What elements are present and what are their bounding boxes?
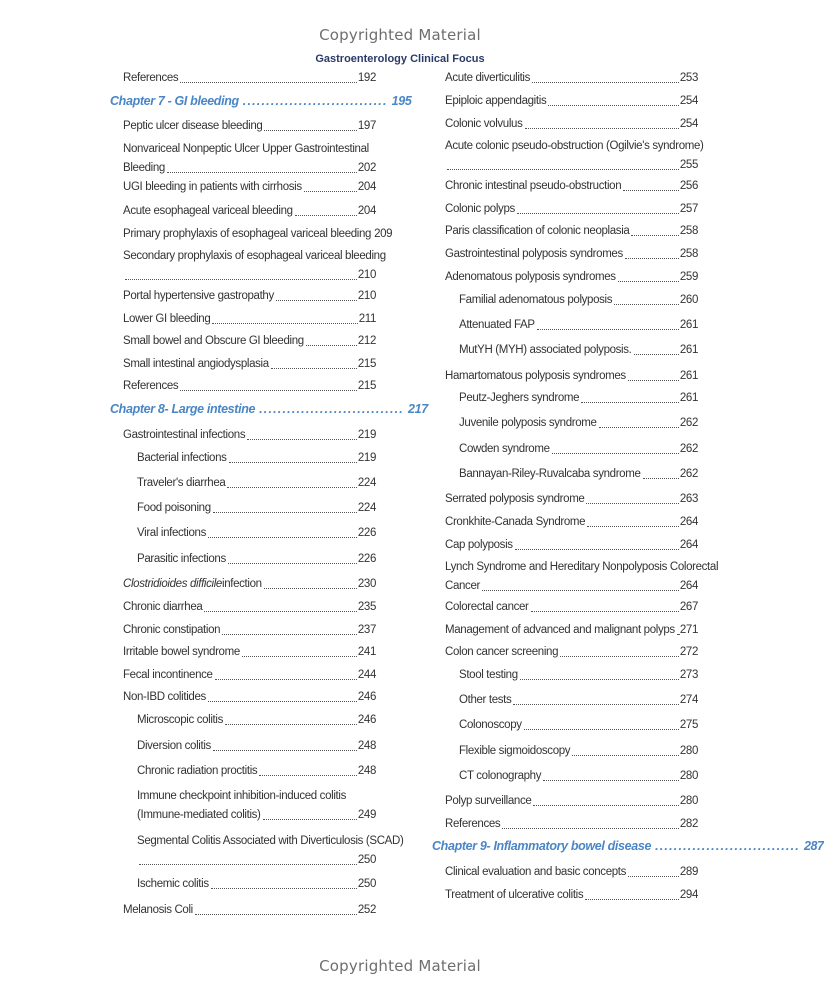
toc-entry-label: Colonic volvulus bbox=[445, 118, 523, 130]
toc-entry[interactable] bbox=[108, 525, 376, 541]
dot-leader bbox=[208, 536, 357, 538]
toc-page-number: 280 bbox=[679, 745, 698, 757]
toc-page-number: 261 bbox=[679, 392, 698, 404]
toc-entry[interactable] bbox=[108, 248, 386, 283]
dot-leader bbox=[195, 913, 357, 915]
toc-entry-label: Cronkhite-Canada Syndrome bbox=[445, 516, 586, 528]
toc-entry-label: CT colonography bbox=[459, 770, 542, 782]
toc-entry-continuation bbox=[137, 807, 376, 823]
toc-entry[interactable] bbox=[108, 70, 376, 86]
toc-entry-label: UGI bleeding in patients with cirrhosis bbox=[123, 181, 302, 193]
dot-leader bbox=[213, 511, 357, 513]
toc-entry-label: Lower GI bleeding bbox=[123, 313, 211, 325]
toc-entry-continuation bbox=[445, 578, 698, 594]
toc-entry-label: Treatment of ulcerative colitis bbox=[445, 889, 584, 901]
toc-entry[interactable] bbox=[430, 223, 698, 239]
running-head: Gastroenterology Clinical Focus bbox=[315, 53, 485, 65]
copyright-watermark-top: Copyrighted Material bbox=[319, 26, 481, 44]
dot-leader bbox=[306, 344, 357, 346]
dot-leader bbox=[517, 212, 679, 214]
toc-entry-label: References bbox=[123, 72, 179, 84]
toc-entry[interactable] bbox=[108, 203, 376, 219]
dot-leader bbox=[531, 610, 679, 612]
toc-entry[interactable] bbox=[108, 179, 376, 195]
toc-page-number: 241 bbox=[357, 646, 376, 658]
dot-leader bbox=[515, 548, 679, 550]
dot-leader bbox=[213, 749, 357, 751]
toc-entry[interactable] bbox=[430, 201, 698, 217]
toc-page-number: 248 bbox=[357, 740, 376, 752]
toc-page-number: 258 bbox=[679, 225, 698, 237]
dot-leader bbox=[520, 678, 679, 680]
toc-entry[interactable] bbox=[108, 118, 376, 134]
toc-entry[interactable] bbox=[108, 311, 376, 327]
toc-entry-label: Flexible sigmoidoscopy bbox=[459, 745, 571, 757]
dot-leader bbox=[524, 728, 679, 730]
toc-entry-label: Attenuated FAP bbox=[459, 319, 535, 331]
toc-entry[interactable] bbox=[430, 269, 698, 285]
toc-page-number: 235 bbox=[357, 601, 376, 613]
toc-entry-label: Chapter 7 - GI bleeding bbox=[110, 94, 239, 108]
toc-entry-label: Gastrointestinal infections bbox=[123, 429, 246, 441]
toc-entry[interactable] bbox=[430, 599, 698, 615]
toc-entry-label: Immune checkpoint inhibition-induced colitis bbox=[137, 790, 346, 802]
toc-entry-label: Non-IBD colitides bbox=[123, 691, 206, 703]
toc-entry[interactable] bbox=[430, 743, 698, 759]
toc-entry[interactable] bbox=[430, 887, 698, 903]
toc-entry-label: MutYH (MYH) associated polyposis. bbox=[459, 344, 632, 356]
toc-entry-label: Fecal incontinence bbox=[123, 669, 213, 681]
toc-entry-label: Melanosis Coli bbox=[123, 904, 193, 916]
toc-entry[interactable] bbox=[430, 514, 698, 530]
toc-chapter-entry[interactable] bbox=[108, 93, 412, 109]
toc-page-number: 257 bbox=[679, 203, 698, 215]
toc-entry[interactable] bbox=[430, 116, 698, 132]
dot-leader bbox=[581, 401, 679, 403]
toc-entry-label: Serrated polyposis syndrome bbox=[445, 493, 585, 505]
dot-leader bbox=[227, 486, 356, 488]
toc-page-number: 215 bbox=[357, 380, 376, 392]
toc-entry-label: Cap polyposis bbox=[445, 539, 513, 551]
toc-page-number: 246 bbox=[357, 691, 376, 703]
toc-entry[interactable] bbox=[430, 717, 698, 733]
toc-page-number: 261 bbox=[679, 319, 698, 331]
dot-leader bbox=[599, 426, 679, 428]
dot-leader bbox=[228, 562, 357, 564]
toc-entry[interactable] bbox=[430, 317, 698, 333]
toc-entry[interactable] bbox=[430, 292, 698, 308]
dot-leader bbox=[623, 189, 679, 191]
toc-entry[interactable] bbox=[108, 288, 376, 304]
dot-leader bbox=[259, 401, 404, 417]
toc-page-number: 195 bbox=[391, 94, 412, 108]
toc-entry[interactable] bbox=[430, 644, 698, 660]
dot-leader bbox=[208, 700, 357, 702]
toc-entry-label: Small bowel and Obscure GI bleeding bbox=[123, 335, 304, 347]
toc-entry-label-continued: (Immune-mediated colitis) bbox=[137, 809, 261, 821]
toc-entry-continuation bbox=[123, 267, 376, 283]
toc-entry-label: Diversion colitis bbox=[137, 740, 211, 752]
toc-entry[interactable] bbox=[108, 833, 404, 868]
toc-entry-label: Familial adenomatous polyposis bbox=[459, 294, 613, 306]
toc-page-number: 264 bbox=[679, 516, 698, 528]
toc-entry[interactable] bbox=[430, 390, 698, 406]
dot-leader bbox=[587, 525, 679, 527]
toc-entry-label: Management of advanced and malignant polyps bbox=[445, 624, 675, 636]
toc-entry-label: Food poisoning bbox=[137, 502, 211, 514]
toc-entry[interactable] bbox=[108, 763, 376, 779]
toc-entry[interactable] bbox=[430, 692, 698, 708]
toc-entry[interactable] bbox=[108, 876, 376, 892]
toc-entry-label: Hamartomatous polyposis syndromes bbox=[445, 370, 626, 382]
toc-page-number: 211 bbox=[358, 313, 376, 325]
dot-leader bbox=[618, 280, 679, 282]
toc-entry-label-suffix: infection bbox=[221, 578, 262, 590]
toc-page-number: 262 bbox=[679, 443, 698, 455]
dot-leader bbox=[295, 214, 357, 216]
toc-entry-continuation bbox=[445, 157, 698, 173]
toc-page-number: 202 bbox=[357, 162, 376, 174]
toc-page-number: 246 bbox=[357, 714, 376, 726]
toc-entry-label: Portal hypertensive gastropathy bbox=[123, 290, 274, 302]
toc-entry-label-continued: Bleeding bbox=[123, 162, 165, 174]
toc-page-number: 287 bbox=[803, 839, 824, 853]
toc-entry-label: Colonic polyps bbox=[445, 203, 515, 215]
toc-page-number: 237 bbox=[357, 624, 376, 636]
toc-entry-label: Traveler's diarrhea bbox=[137, 477, 226, 489]
toc-entry[interactable] bbox=[430, 342, 698, 358]
toc-entry[interactable] bbox=[108, 644, 376, 660]
toc-page-number: 209 bbox=[374, 228, 393, 240]
toc-page-number: 249 bbox=[357, 809, 376, 821]
toc-entry[interactable] bbox=[108, 226, 393, 242]
toc-entry-label: Acute diverticulitis bbox=[445, 72, 531, 84]
toc-entry[interactable] bbox=[430, 537, 698, 553]
toc-page-number: 260 bbox=[679, 294, 698, 306]
toc-page-number: 282 bbox=[679, 818, 698, 830]
toc-entry-label: Gastrointestinal polyposis syndromes bbox=[445, 248, 623, 260]
toc-entry-label: Chapter 9- Inflammatory bowel disease bbox=[432, 839, 652, 853]
toc-entry-continuation bbox=[137, 852, 376, 868]
toc-entry[interactable] bbox=[430, 93, 698, 109]
toc-page-number: 267 bbox=[679, 601, 698, 613]
dot-leader bbox=[180, 389, 357, 391]
toc-page-number: 262 bbox=[679, 417, 698, 429]
toc-page-number: 280 bbox=[679, 795, 698, 807]
dot-leader bbox=[532, 81, 679, 83]
toc-entry[interactable] bbox=[108, 333, 376, 349]
toc-entry[interactable] bbox=[430, 70, 698, 86]
toc-entry[interactable] bbox=[430, 793, 698, 809]
toc-entry[interactable] bbox=[108, 712, 376, 728]
dot-leader bbox=[204, 610, 356, 612]
toc-page-number: 262 bbox=[679, 468, 698, 480]
dot-leader bbox=[264, 129, 356, 131]
toc-page-number: 210 bbox=[357, 269, 376, 281]
dot-leader bbox=[215, 678, 357, 680]
toc-entry-label: Chronic diarrhea bbox=[123, 601, 203, 613]
toc-entry-label: Bannayan-Riley-Ruvalcaba syndrome bbox=[459, 468, 641, 480]
dot-leader bbox=[586, 502, 678, 504]
toc-page-number: 250 bbox=[357, 878, 376, 890]
toc-page-number: 254 bbox=[679, 95, 698, 107]
toc-entry-label: Cowden syndrome bbox=[459, 443, 550, 455]
toc-page-number: 259 bbox=[679, 271, 698, 283]
dot-leader bbox=[276, 299, 357, 301]
toc-page-number: 252 bbox=[357, 904, 376, 916]
toc-entry[interactable] bbox=[430, 441, 698, 457]
toc-page-number: 261 bbox=[679, 370, 698, 382]
dot-leader bbox=[229, 461, 357, 463]
toc-entry-label: Paris classification of colonic neoplasia bbox=[445, 225, 630, 237]
dot-leader bbox=[631, 234, 678, 236]
toc-entry[interactable] bbox=[108, 622, 376, 638]
toc-entry[interactable] bbox=[108, 141, 376, 176]
dot-leader bbox=[247, 438, 357, 440]
toc-page-number: 264 bbox=[679, 539, 698, 551]
toc-entry-label-continued: Cancer bbox=[445, 580, 480, 592]
toc-page-number: 261 bbox=[679, 344, 698, 356]
toc-entry[interactable] bbox=[108, 450, 376, 466]
toc-page-number: 280 bbox=[679, 770, 698, 782]
dot-leader bbox=[628, 379, 679, 381]
toc-entry-label: Lynch Syndrome and Hereditary Nonpolyposis Colorectal bbox=[445, 561, 719, 573]
toc-entry[interactable] bbox=[430, 415, 698, 431]
copyright-watermark-bottom: Copyrighted Material bbox=[319, 957, 481, 975]
toc-page-number: 224 bbox=[357, 502, 376, 514]
toc-page-number: 248 bbox=[357, 765, 376, 777]
dot-leader bbox=[243, 93, 388, 109]
toc-entry-label: Clinical evaluation and basic concepts bbox=[445, 866, 627, 878]
toc-entry[interactable] bbox=[430, 667, 698, 683]
dot-leader bbox=[533, 804, 678, 806]
toc-entry[interactable] bbox=[108, 667, 376, 683]
dot-leader bbox=[543, 779, 679, 781]
toc-page-number: 273 bbox=[679, 669, 698, 681]
toc-entry[interactable] bbox=[108, 427, 376, 443]
toc-entry[interactable] bbox=[108, 500, 376, 516]
toc-entry[interactable] bbox=[108, 378, 376, 394]
toc-entry[interactable] bbox=[430, 368, 698, 384]
dot-leader bbox=[125, 278, 357, 280]
dot-leader bbox=[634, 353, 679, 355]
toc-chapter-entry[interactable] bbox=[430, 838, 824, 854]
toc-page-number: 272 bbox=[679, 646, 698, 658]
toc-entry-label: Epiploic appendagitis bbox=[445, 95, 547, 107]
toc-page-number: 258 bbox=[679, 248, 698, 260]
toc-entry-label: Ischemic colitis bbox=[137, 878, 209, 890]
toc-chapter-entry[interactable] bbox=[108, 401, 428, 417]
dot-leader bbox=[304, 190, 357, 192]
toc-entry-label: Acute esophageal variceal bleeding bbox=[123, 205, 293, 217]
dot-leader bbox=[513, 703, 678, 705]
toc-page-number: 289 bbox=[679, 866, 698, 878]
toc-page-number: 263 bbox=[679, 493, 698, 505]
toc-entry[interactable] bbox=[430, 864, 698, 880]
toc-entry-label: Irritable bowel syndrome bbox=[123, 646, 240, 658]
toc-entry-label: References bbox=[445, 818, 501, 830]
toc-page-number: 230 bbox=[357, 578, 376, 590]
toc-page-number: 204 bbox=[357, 181, 376, 193]
dot-leader bbox=[585, 898, 679, 900]
toc-page-number: 212 bbox=[357, 335, 376, 347]
toc-page-number: 254 bbox=[679, 118, 698, 130]
toc-page-number: 197 bbox=[357, 120, 376, 132]
toc-entry-label: Colon cancer screening bbox=[445, 646, 559, 658]
toc-entry[interactable] bbox=[108, 738, 376, 754]
toc-entry[interactable] bbox=[430, 138, 704, 173]
toc-entry-label: References bbox=[123, 380, 179, 392]
dot-leader bbox=[225, 723, 357, 725]
toc-page-number: 215 bbox=[357, 358, 376, 370]
dot-leader bbox=[264, 587, 357, 589]
dot-leader bbox=[643, 477, 679, 479]
dot-leader bbox=[447, 168, 679, 170]
toc-page-number: 192 bbox=[357, 72, 376, 84]
toc-entry[interactable] bbox=[430, 559, 719, 594]
toc-page-number: 250 bbox=[357, 854, 376, 866]
toc-page-number: 224 bbox=[357, 477, 376, 489]
toc-entry[interactable] bbox=[108, 902, 376, 918]
toc-page-number: 255 bbox=[679, 159, 698, 171]
toc-entry[interactable] bbox=[108, 576, 376, 592]
toc-entry-label: Peptic ulcer disease bleeding bbox=[123, 120, 263, 132]
toc-entry-label: Viral infections bbox=[137, 527, 206, 539]
toc-entry-label: Secondary prophylaxis of esophageal variceal bleeding bbox=[123, 250, 386, 262]
toc-entry-label: Chronic constipation bbox=[123, 624, 221, 636]
toc-entry-label: Chapter 8- Large intestine bbox=[110, 402, 256, 416]
dot-leader bbox=[502, 827, 679, 829]
toc-page-number: 275 bbox=[679, 719, 698, 731]
toc-entry-label: Parasitic infections bbox=[137, 553, 226, 565]
dot-leader bbox=[271, 367, 357, 369]
dot-leader bbox=[614, 303, 679, 305]
toc-page-number: 226 bbox=[357, 553, 376, 565]
dot-leader bbox=[212, 322, 357, 324]
toc-entry[interactable] bbox=[430, 768, 698, 784]
toc-entry-label: Peutz-Jeghers syndrome bbox=[459, 392, 580, 404]
toc-entry-continuation bbox=[123, 160, 376, 176]
toc-page-number: 274 bbox=[679, 694, 698, 706]
dot-leader bbox=[548, 104, 679, 106]
toc-entry[interactable] bbox=[430, 466, 698, 482]
toc-entry[interactable] bbox=[430, 246, 698, 262]
toc-entry[interactable] bbox=[430, 491, 698, 507]
toc-entry-label: Stool testing bbox=[459, 669, 518, 681]
toc-page-number: 226 bbox=[357, 527, 376, 539]
toc-entry-label: Nonvariceal Nonpeptic Ulcer Upper Gastrointestinal bbox=[123, 143, 369, 155]
toc-page-number: 210 bbox=[357, 290, 376, 302]
toc-page-number: 204 bbox=[357, 205, 376, 217]
dot-leader bbox=[552, 452, 679, 454]
toc-entry-label: Adenomatous polyposis syndromes bbox=[445, 271, 616, 283]
dot-leader bbox=[242, 655, 357, 657]
dot-leader bbox=[180, 81, 357, 83]
toc-page-number: 294 bbox=[679, 889, 698, 901]
toc-entry-label: Acute colonic pseudo-obstruction (Ogilvie's syndrome) bbox=[445, 140, 704, 152]
toc-entry[interactable] bbox=[108, 599, 376, 615]
toc-entry[interactable] bbox=[108, 551, 376, 567]
dot-leader bbox=[560, 655, 679, 657]
toc-entry-label: Chronic radiation proctitis bbox=[137, 765, 258, 777]
dot-leader bbox=[628, 875, 679, 877]
dot-leader bbox=[222, 633, 357, 635]
toc-entry-label: Clostridioides difficile bbox=[123, 578, 222, 590]
toc-page-number: 219 bbox=[357, 452, 376, 464]
toc-entry[interactable] bbox=[430, 178, 698, 194]
dot-leader bbox=[572, 754, 679, 756]
dot-leader bbox=[263, 818, 357, 820]
dot-leader bbox=[525, 127, 679, 129]
toc-entry[interactable] bbox=[108, 689, 376, 705]
dot-leader bbox=[139, 863, 357, 865]
toc-page-number: 253 bbox=[679, 72, 698, 84]
dot-leader bbox=[655, 838, 800, 854]
toc-entry[interactable] bbox=[108, 356, 376, 372]
toc-page-number: 264 bbox=[679, 580, 698, 592]
toc-entry[interactable] bbox=[430, 622, 698, 638]
dot-leader bbox=[167, 171, 357, 173]
toc-page-number: 219 bbox=[357, 429, 376, 441]
toc-page-number: 244 bbox=[357, 669, 376, 681]
dot-leader bbox=[259, 774, 357, 776]
dot-leader bbox=[625, 257, 679, 259]
dot-leader bbox=[537, 328, 679, 330]
toc-entry-label: Microscopic colitis bbox=[137, 714, 224, 726]
toc-entry[interactable] bbox=[108, 475, 376, 491]
toc-entry-label: Bacterial infections bbox=[137, 452, 227, 464]
toc-entry-label: Primary prophylaxis of esophageal variceal bleeding bbox=[123, 228, 372, 240]
toc-page-number: 271 bbox=[679, 624, 698, 636]
toc-page-number: 217 bbox=[407, 402, 428, 416]
toc-entry-label: Other tests bbox=[459, 694, 512, 706]
toc-entry-label: Colorectal cancer bbox=[445, 601, 529, 613]
toc-entry[interactable] bbox=[108, 788, 376, 823]
toc-entry-label: Small intestinal angiodysplasia bbox=[123, 358, 269, 370]
dot-leader bbox=[677, 633, 679, 635]
toc-entry-label: Juvenile polyposis syndrome bbox=[459, 417, 597, 429]
toc-entry-label: Chronic intestinal pseudo-obstruction bbox=[445, 180, 622, 192]
toc-entry[interactable] bbox=[430, 816, 698, 832]
toc-page-number: 256 bbox=[679, 180, 698, 192]
toc-entry-label: Segmental Colitis Associated with Diverticulosis (SCAD) bbox=[137, 835, 404, 847]
toc-entry-label: Polyp surveillance bbox=[445, 795, 532, 807]
dot-leader bbox=[482, 589, 679, 591]
dot-leader bbox=[211, 887, 357, 889]
toc-entry-label: Colonoscopy bbox=[459, 719, 522, 731]
